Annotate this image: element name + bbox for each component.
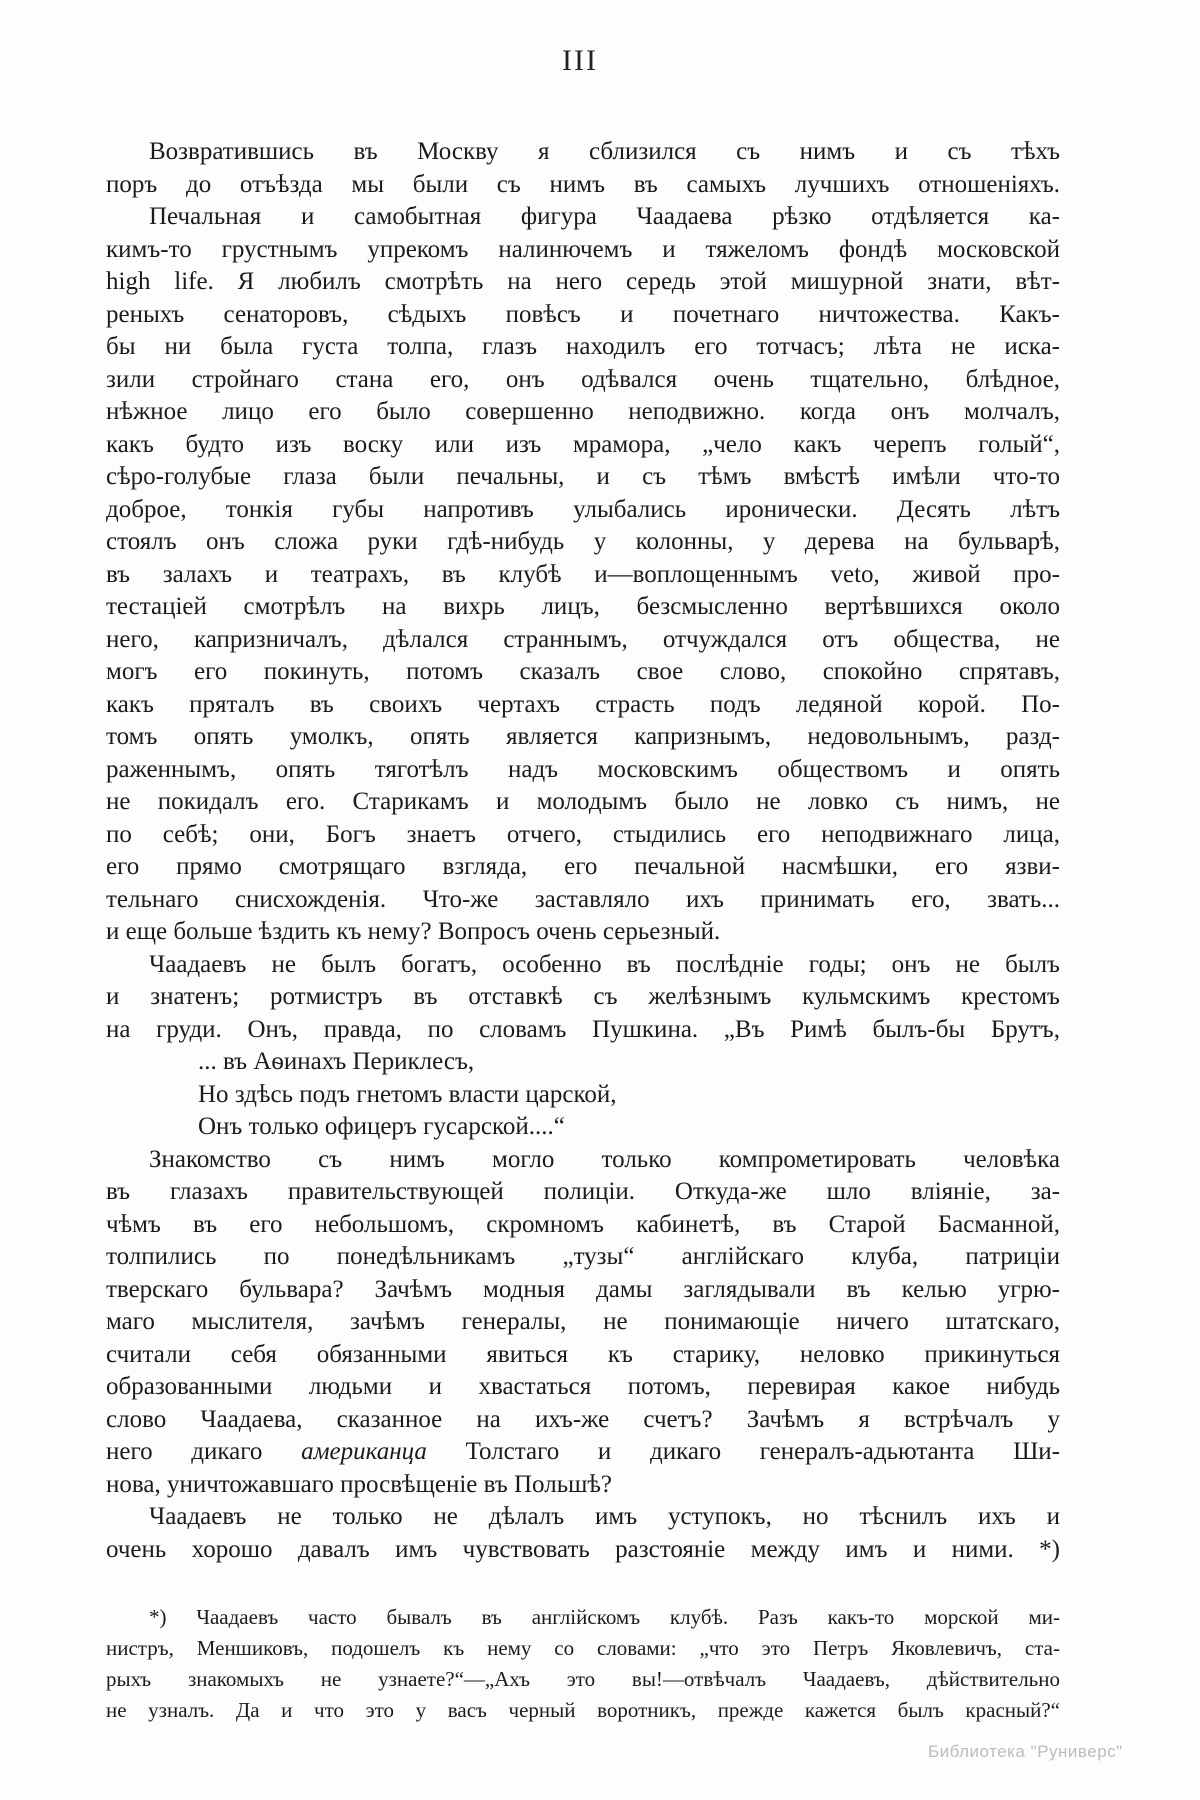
text-line: стоялъ онъ сложа руки гдѣ-нибудь у колонны, у дерева на бульварѣ, [106, 528, 1060, 555]
text-line: на груди. Онъ, правда, по словамъ Пушкина. „Въ Римѣ былъ-бы Брутъ, [106, 1015, 1060, 1043]
text-line [106, 1436, 1060, 1469]
page-number: III [562, 44, 598, 77]
text-line: маго мыслителя, зачѣмъ генералы, не понимающіе ничего штатскаго, [106, 1308, 1060, 1335]
text-line: Чаадаевъ не только не дѣлалъ имъ уступокъ, но тѣснилъ ихъ и [149, 1503, 1060, 1530]
text-line: чѣмъ въ его небольшомъ, скромномъ кабинетѣ, въ Старой Басманной, [106, 1210, 1060, 1238]
text-line: рыхъ знакомыхъ не узнаете?“—„Ахъ это вы!—отвѣчалъ Чаадаевъ, дѣйствительно [106, 1667, 1060, 1691]
text-line: нистръ, Меншиковъ, подошелъ къ нему со словами: „что это Петръ Яковлевичъ, ста- [106, 1636, 1060, 1660]
text-line: раженнымъ, опять тяготѣлъ надъ московскимъ обществомъ и опять [106, 755, 1060, 783]
paragraph [106, 949, 1060, 1047]
text-line: и еще больше ѣздить къ нему? Вопросъ очень серьезный. [106, 918, 721, 945]
paragraph [106, 201, 1060, 949]
text-line: нѣжное лицо его было совершенно неподвижно. когда онъ молчалъ, [106, 398, 1060, 425]
text-line: въ залахъ и театрахъ, въ клубѣ и—воплощеннымъ veto, живой про- [106, 560, 1060, 588]
text-line: какъ будто изъ воску или изъ мрамора, „чело какъ черепъ голый“, [106, 430, 1060, 458]
poem-block [198, 1046, 1060, 1144]
paragraph [106, 1501, 1060, 1566]
text-line: зили стройнаго стана его, онъ одѣвался очень тщательно, блѣдное, [106, 365, 1060, 393]
text-line: тестаціей смотрѣлъ на вихрь лицъ, безсмысленно вертѣвшихся около [106, 593, 1060, 620]
text-line: образованными людьми и хвастаться потомъ, перевирая какое нибудь [106, 1373, 1060, 1400]
text-line: поръ до отъѣзда мы были съ нимъ въ самыхъ лучшихъ отношеніяхъ. [106, 170, 1060, 198]
text-line: *) Чаадаевъ часто бывалъ въ англійскомъ клубѣ. Разъ какъ-то морской ми- [149, 1605, 1060, 1629]
text-line: тельнаго снисхожденія. Что-же заставляло ихъ принимать его, звать... [106, 885, 1060, 913]
text-line: очень хорошо давалъ имъ чувствовать разстояніе между имъ и ними. *) [106, 1535, 1060, 1563]
watermark: Библиотека "Руниверс" [928, 1742, 1123, 1761]
text-line: сѣро-голубые глаза были печальны, и съ тѣмъ вмѣстѣ имѣли что-то [106, 463, 1060, 490]
text-line: по себѣ; они, Богъ знаетъ отчего, стыдились его неподвижнаго лица, [106, 820, 1060, 848]
text-line: не покидалъ его. Старикамъ и молодымъ было не ловко съ нимъ, не [106, 788, 1060, 815]
text-line: считали себя обязанными явиться къ старику, неловко прикинуться [106, 1340, 1060, 1368]
text-line: толпились по понедѣльникамъ „тузы“ англійскаго клуба, патриціи [106, 1243, 1060, 1270]
text-line: Печальная и самобытная фигура Чаадаева рѣзко отдѣляется ка- [149, 203, 1060, 230]
text-line: слово Чаадаева, сказанное на ихъ-же счетъ? Зачѣмъ я встрѣчалъ у [106, 1405, 1060, 1433]
text-line: какъ пряталъ въ своихъ чертахъ страсть подъ ледяной корой. По- [106, 690, 1060, 718]
text-line: Чаадаевъ не былъ богатъ, особенно въ послѣдніе годы; онъ не былъ [149, 950, 1060, 978]
text-line: томъ опять умолкъ, опять является капризнымъ, недовольнымъ, разд- [106, 723, 1060, 750]
footnote-block [106, 1602, 1060, 1726]
paragraph [106, 136, 1060, 201]
text-line: бы ни была густа толпа, глазъ находилъ его тотчасъ; лѣта не иска- [106, 333, 1060, 360]
text-line: могъ его покинуть, потомъ сказалъ свое слово, спокойно спрятавъ, [106, 658, 1060, 685]
text-segment: Толстаго и дикаго генералъ-адьютанта Ши- [426, 1438, 1061, 1465]
text-line: нова, уничтожавшаго просвѣщеніе въ Польшѣ? [106, 1470, 613, 1498]
text-line: Онъ только офицеръ гусарской....“ [198, 1113, 565, 1140]
text-line: Но здѣсь подъ гнетомъ власти царской, [198, 1080, 617, 1108]
text-line: въ глазахъ правительствующей полиціи. Откуда-же шло вліяніе, за- [106, 1178, 1060, 1205]
text-segment: него дикаго [106, 1438, 302, 1465]
text-line: его прямо смотрящаго взгляда, его печальной насмѣшки, его язви- [106, 853, 1060, 880]
text-line: реныхъ сенаторовъ, сѣдыхъ повѣсъ и почетнаго ничтожества. Какъ- [106, 300, 1060, 328]
text-line: кимъ-то грустнымъ упрекомъ налинючемъ и тяжеломъ фондѣ московской [106, 235, 1060, 263]
text-line: не узналъ. Да и что это у васъ черный воротникъ, прежде кажется былъ красный?“ [106, 1698, 1060, 1722]
text-line: него, капризничалъ, дѣлался страннымъ, отчуждался отъ общества, не [106, 625, 1060, 653]
text-body [106, 136, 1060, 1566]
paragraph [106, 1144, 1060, 1502]
text-line: Знакомство съ нимъ могло только компрометировать человѣка [149, 1145, 1060, 1173]
text-line: доброе, тонкія губы напротивъ улыбались иронически. Десять лѣтъ [106, 495, 1060, 523]
text-line: и знатенъ; ротмистръ въ отставкѣ съ желѣзнымъ кульмскимъ крестомъ [106, 983, 1060, 1010]
text-line: тверскаго бульвара? Зачѣмъ модныя дамы заглядывали въ келью угрю- [106, 1275, 1060, 1303]
text-line: Возвратившись въ Москву я сблизился съ нимъ и съ тѣхъ [149, 138, 1060, 165]
italic-text: американца [301, 1438, 427, 1465]
text-line: high life. Я любилъ смотрѣть на него середь этой мишурной знати, вѣт- [106, 268, 1060, 295]
text-line: ... въ Аѳинахъ Периклесъ, [198, 1048, 475, 1075]
